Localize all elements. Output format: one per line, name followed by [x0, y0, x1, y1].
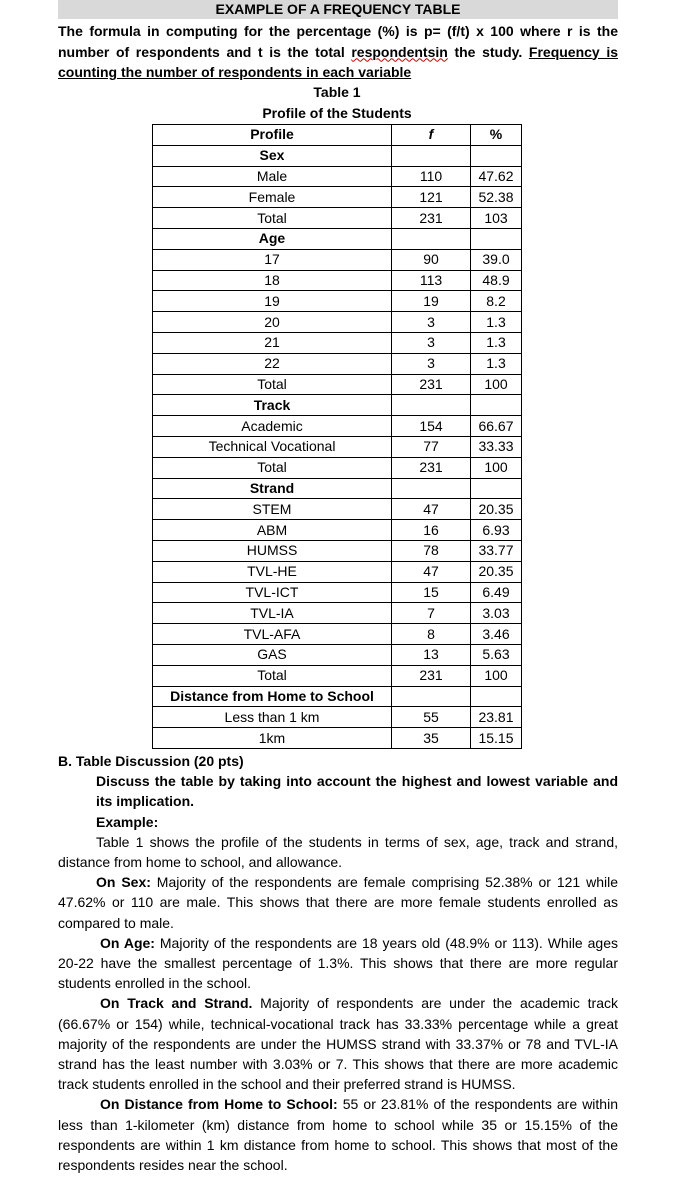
header-profile: Profile — [153, 125, 392, 146]
row-percent — [471, 145, 522, 166]
table-row — [153, 270, 522, 291]
table-row — [153, 166, 522, 187]
row-frequency: 231 — [392, 457, 471, 478]
table-header-row — [153, 125, 522, 146]
sex-paragraph — [58, 872, 618, 933]
row-percent: 23.81 — [471, 707, 522, 728]
row-frequency — [392, 686, 471, 707]
row-frequency: 231 — [392, 208, 471, 229]
row-percent: 3.03 — [471, 603, 522, 624]
row-label: Total — [153, 374, 392, 395]
track-strand-paragraph — [58, 993, 618, 1094]
row-label: Strand — [153, 478, 392, 499]
row-percent: 33.77 — [471, 540, 522, 561]
row-frequency: 35 — [392, 728, 471, 749]
row-label: Female — [153, 187, 392, 208]
row-frequency: 8 — [392, 624, 471, 645]
row-label: Age — [153, 228, 392, 249]
row-frequency: 77 — [392, 436, 471, 457]
row-percent: 33.33 — [471, 436, 522, 457]
row-percent: 15.15 — [471, 728, 522, 749]
distance-label: On Distance from Home to School: — [100, 1096, 338, 1113]
row-percent: 66.67 — [471, 416, 522, 437]
age-text: Majority of the respondents are 18 years old (48.9% or 113). While ages 20-22 have the smallest percentage of 1.3%. This shows that there are more regular students enrolled in the school. — [58, 934, 619, 992]
row-frequency: 154 — [392, 416, 471, 437]
row-frequency: 16 — [392, 520, 471, 541]
discussion-intro-paragraph: Table 1 shows the profile of the students in terms of sex, age, track and strand, distance from home to school, and allowance. — [58, 833, 618, 871]
row-label: Total — [153, 665, 392, 686]
row-percent: 3.46 — [471, 624, 522, 645]
row-percent: 100 — [471, 665, 522, 686]
row-percent: 1.3 — [471, 312, 522, 333]
row-label: 21 — [153, 332, 392, 353]
row-percent: 100 — [471, 457, 522, 478]
table-row — [153, 624, 522, 645]
row-frequency: 15 — [392, 582, 471, 603]
row-label: 17 — [153, 249, 392, 270]
row-label: Sex — [153, 145, 392, 166]
row-frequency: 3 — [392, 353, 471, 374]
row-frequency: 90 — [392, 249, 471, 270]
distance-text: 55 or 23.81% of the respondents are within less than 1-kilometer (km) distance from home to school while 35 or 15.15% of the respondents are within 1 km distance from home to school. This shows that most of the respondents resides near the school. — [58, 1096, 618, 1174]
row-label: Total — [153, 208, 392, 229]
row-percent — [471, 686, 522, 707]
row-percent: 20.35 — [471, 561, 522, 582]
discussion-heading: B. Table Discussion (20 pts) — [58, 753, 244, 769]
distance-paragraph — [58, 1094, 618, 1175]
row-frequency: 231 — [392, 665, 471, 686]
discussion-instruction: Discuss the table by taking into account the highest and lowest variable and its implication. — [96, 773, 618, 810]
row-percent — [471, 478, 522, 499]
row-frequency — [392, 478, 471, 499]
table-section-row — [153, 145, 522, 166]
row-frequency — [392, 145, 471, 166]
table-row — [153, 187, 522, 208]
row-label: HUMSS — [153, 540, 392, 561]
row-label: 18 — [153, 270, 392, 291]
sex-text: Majority of the respondents are female comprising 52.38% or 121 while 47.62% or 110 are male. This shows that there are more female students enrolled as compared to male. — [58, 874, 618, 931]
sex-label: On Sex: — [96, 874, 151, 891]
row-frequency: 47 — [392, 499, 471, 520]
table-row — [153, 540, 522, 561]
table-row — [153, 249, 522, 270]
table-section-row — [153, 228, 522, 249]
track-text: Majority of respondents are under the academic track (66.67% or 154) while, technical-vocational track has 33.33% percentage while a great majority of the respondents are under the HUMSS strand with 33.37% or 78 and TVL-IA strand has the least number with 3.03% or 7. This shows that there are more academic track students enrolled in the school and their preferred strand is HUMSS. — [58, 995, 618, 1093]
table-row — [153, 644, 522, 665]
table-section-row — [153, 686, 522, 707]
intro-underlined-definition: Frequency is counting the number of respondents in each variable — [58, 43, 619, 80]
table-row — [153, 436, 522, 457]
row-frequency: 110 — [392, 166, 471, 187]
frequency-table — [152, 124, 522, 749]
row-label: STEM — [153, 499, 392, 520]
row-percent: 1.3 — [471, 353, 522, 374]
table-row — [153, 312, 522, 333]
row-frequency: 231 — [392, 374, 471, 395]
table-row — [153, 665, 522, 686]
intro-paragraph — [58, 21, 618, 83]
row-label: Track — [153, 395, 392, 416]
track-label: On Track and Strand. — [100, 995, 253, 1012]
row-percent: 47.62 — [471, 166, 522, 187]
row-label: 19 — [153, 291, 392, 312]
row-frequency: 121 — [392, 187, 471, 208]
table-discussion — [58, 751, 618, 1175]
table-row — [153, 499, 522, 520]
row-percent: 1.3 — [471, 332, 522, 353]
table-row — [153, 291, 522, 312]
table-row — [153, 582, 522, 603]
table-row — [153, 707, 522, 728]
row-frequency — [392, 228, 471, 249]
row-percent: 5.63 — [471, 644, 522, 665]
header-percent: % — [471, 125, 522, 146]
table-row — [153, 561, 522, 582]
row-percent: 20.35 — [471, 499, 522, 520]
table-row — [153, 374, 522, 395]
row-label: Less than 1 km — [153, 707, 392, 728]
row-frequency: 47 — [392, 561, 471, 582]
page-banner-title: EXAMPLE OF A FREQUENCY TABLE — [58, 0, 618, 19]
example-label: Example: — [96, 813, 159, 830]
row-frequency: 3 — [392, 312, 471, 333]
row-percent: 48.9 — [471, 270, 522, 291]
table-row — [153, 603, 522, 624]
table-section-row — [153, 478, 522, 499]
age-paragraph — [58, 933, 618, 994]
table-row — [153, 520, 522, 541]
table-number: Table 1 — [313, 84, 361, 100]
row-percent: 100 — [471, 374, 522, 395]
row-percent — [471, 395, 522, 416]
row-label: 1km — [153, 728, 392, 749]
row-label: 22 — [153, 353, 392, 374]
row-label: 20 — [153, 312, 392, 333]
row-label: Technical Vocational — [153, 436, 392, 457]
table-row — [153, 332, 522, 353]
row-label: TVL-AFA — [153, 624, 392, 645]
row-label: Distance from Home to School — [153, 686, 392, 707]
intro-text-2: the study. — [447, 43, 529, 60]
table-row — [153, 416, 522, 437]
row-percent: 39.0 — [471, 249, 522, 270]
row-label: GAS — [153, 644, 392, 665]
row-label: TVL-HE — [153, 561, 392, 582]
row-percent: 6.49 — [471, 582, 522, 603]
row-percent: 103 — [471, 208, 522, 229]
intro-misspelled-word: respondentsin — [351, 43, 448, 60]
header-frequency: f — [392, 125, 471, 146]
row-frequency: 19 — [392, 291, 471, 312]
row-frequency: 55 — [392, 707, 471, 728]
row-frequency: 3 — [392, 332, 471, 353]
row-frequency: 13 — [392, 644, 471, 665]
row-frequency: 78 — [392, 540, 471, 561]
row-label: Total — [153, 457, 392, 478]
intro-text-1: The formula in computing for the percentage (%) is p= (f/t) x 100 where r is the number of respondents and t is the total — [58, 23, 618, 60]
table-row — [153, 353, 522, 374]
table-row — [153, 208, 522, 229]
row-percent: 6.93 — [471, 520, 522, 541]
row-label: TVL-ICT — [153, 582, 392, 603]
row-label: Academic — [153, 416, 392, 437]
row-frequency: 7 — [392, 603, 471, 624]
age-label: On Age: — [100, 934, 155, 951]
row-label: TVL-IA — [153, 603, 392, 624]
row-frequency: 113 — [392, 270, 471, 291]
row-label: Male — [153, 166, 392, 187]
row-label: ABM — [153, 520, 392, 541]
row-percent — [471, 228, 522, 249]
table-section-row — [153, 395, 522, 416]
row-percent: 8.2 — [471, 291, 522, 312]
row-frequency — [392, 395, 471, 416]
table-row — [153, 728, 522, 749]
row-percent: 52.38 — [471, 187, 522, 208]
table-title: Profile of the Students — [262, 105, 412, 121]
table-row — [153, 457, 522, 478]
